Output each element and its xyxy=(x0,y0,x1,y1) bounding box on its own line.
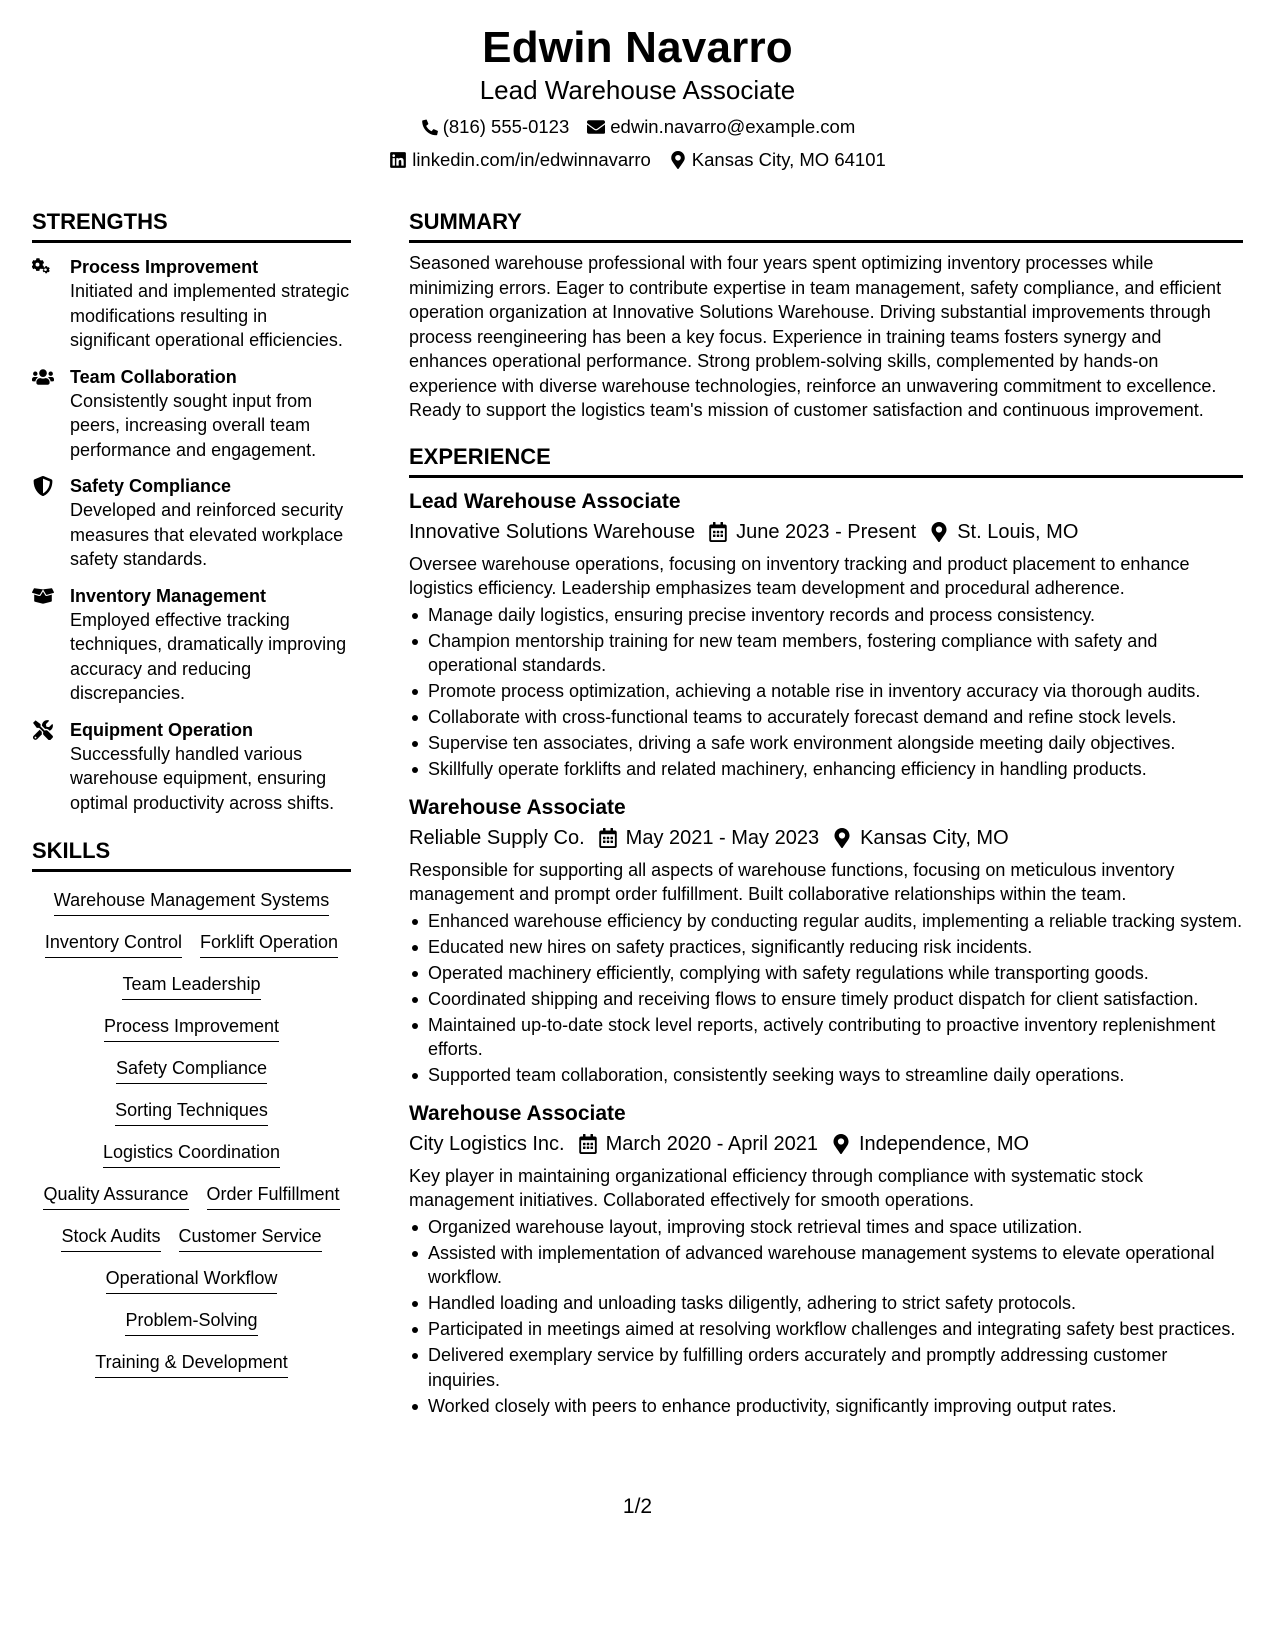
skill-tag: Process Improvement xyxy=(104,1014,279,1042)
job-company: City Logistics Inc. xyxy=(409,1132,565,1155)
experience-section xyxy=(409,443,1243,1419)
location-text: Kansas City, MO 64101 xyxy=(691,149,886,170)
job-meta xyxy=(409,518,1243,546)
job-bullet: Worked closely with peers to enhance productivity, significantly improving output rates. xyxy=(428,1394,1243,1419)
skills-heading: SKILLS xyxy=(32,837,351,872)
strengths-section xyxy=(32,208,351,815)
calendar-icon xyxy=(579,1134,597,1154)
skill-tag: Customer Service xyxy=(179,1224,322,1252)
skill-tag: Team Leadership xyxy=(122,972,260,1000)
skills-section xyxy=(32,837,351,1378)
strength-title: Team Collaboration xyxy=(70,366,237,387)
job-bullets xyxy=(409,909,1243,1088)
page-number: 1/2 xyxy=(622,1495,653,1518)
job-title: Lead Warehouse Associate xyxy=(409,489,681,513)
skills-list xyxy=(32,872,351,1378)
job-bullet: Assisted with implementation of advanced warehouse management systems to elevate operational workflow. xyxy=(428,1241,1243,1290)
strength-title: Process Improvement xyxy=(70,257,259,277)
skill-tag: Logistics Coordination xyxy=(103,1140,280,1168)
job-bullet: Operated machinery efficiently, complying with safety regulations while transporting goods. xyxy=(428,961,1243,986)
box-open-icon xyxy=(32,586,54,606)
candidate-name: Edwin Navarro xyxy=(482,23,793,72)
linkedin-contact[interactable] xyxy=(389,148,651,172)
map-pin-icon xyxy=(669,151,687,169)
job-bullet: Supervise ten associates, driving a safe work environment alongside meeting daily objectives. xyxy=(428,731,1243,756)
strength-desc: Successfully handled various warehouse equipment, ensuring optimal productivity across shifts. xyxy=(70,743,335,813)
linkedin-text: linkedin.com/in/edwinnavarro xyxy=(412,149,651,170)
strength-desc: Initiated and implemented strategic modifications resulting in significant operational efficiencies. xyxy=(70,281,350,350)
job-bullet: Educated new hires on safety practices, significantly reducing risk incidents. xyxy=(428,935,1243,960)
job-bullets xyxy=(409,1215,1243,1419)
job-entry xyxy=(409,794,1243,1088)
strength-desc: Developed and reinforced security measures that elevated workplace safety standards. xyxy=(70,500,344,569)
contact-row-2 xyxy=(0,148,1275,172)
right-column xyxy=(409,208,1243,1418)
job-title: Warehouse Associate xyxy=(409,1101,626,1125)
job-bullet: Manage daily logistics, ensuring precise inventory records and process consistency. xyxy=(428,603,1243,628)
job-bullet: Skillfully operate forklifts and related machinery, enhancing efficiency in handling products. xyxy=(428,757,1243,782)
summary-heading: SUMMARY xyxy=(409,208,1243,243)
resume-header xyxy=(0,22,1275,172)
strength-item xyxy=(32,255,351,353)
phone-contact xyxy=(420,115,570,139)
job-bullet: Delivered exemplary service by fulfilling orders accurately and promptly addressing customer inquiries. xyxy=(428,1343,1243,1392)
job-company: Reliable Supply Co. xyxy=(409,826,585,849)
skill-tag: Quality Assurance xyxy=(43,1182,188,1210)
strength-title: Equipment Operation xyxy=(70,719,254,740)
skill-tag: Safety Compliance xyxy=(116,1056,267,1084)
job-description: Key player in maintaining organizational efficiency through compliance with systematic stock management initiatives. Collaborated effectively for smooth operations. xyxy=(409,1165,1144,1210)
job-bullet: Champion mentorship training for new team members, fostering compliance with safety and operational standards. xyxy=(428,629,1243,678)
skill-tag: Training & Development xyxy=(95,1350,287,1378)
skill-tag: Operational Workflow xyxy=(106,1266,278,1294)
job-bullet: Maintained up-to-date stock level reports, actively contributing to proactive inventory replenishment efforts. xyxy=(428,1013,1243,1062)
calendar-icon xyxy=(709,522,727,542)
job-meta xyxy=(409,1130,1243,1158)
strength-title: Inventory Management xyxy=(70,585,267,606)
job-bullet: Collaborate with cross-functional teams to accurately forecast demand and refine stock levels. xyxy=(428,705,1243,730)
job-description: Responsible for supporting all aspects of warehouse functions, focusing on meticulous inventory management and prompt order fulfillment. Built collaborative relationships within the team. xyxy=(409,859,1175,904)
strength-item xyxy=(32,365,351,463)
job-bullet: Coordinated shipping and receiving flows to ensure timely product dispatch for client satisfaction. xyxy=(428,987,1243,1012)
job-bullet: Organized warehouse layout, improving stock retrieval times and space utilization. xyxy=(428,1215,1243,1240)
skill-tag: Stock Audits xyxy=(61,1224,160,1252)
summary-text: Seasoned warehouse professional with four years spent optimizing inventory processes while minimizing errors. Eager to contribute expertise in team management, safety compliance, and efficient operation organization at Innovative Solutions Warehouse. Driving substantial improvements through process reengineering has been a key focus. Experience in training teams fosters synergy and enhances operational performance. Strong problem-solving skills, complemented by hands-on experience with diverse warehouse technologies, reinforce an unwavering commitment to excellence. Ready to support the logistics team's mission of customer satisfaction and continuous improvement. xyxy=(409,253,1222,420)
candidate-title: Lead Warehouse Associate xyxy=(479,75,796,105)
strength-title: Safety Compliance xyxy=(70,476,232,496)
phone-icon xyxy=(420,118,438,136)
job-description: Oversee warehouse operations, focusing on inventory tracking and product placement to enhance logistics efficiency. Leadership emphasizes team development and procedural adherence. xyxy=(409,553,1190,598)
shield-icon xyxy=(32,476,54,496)
skill-tag: Sorting Techniques xyxy=(115,1098,268,1126)
job-bullet: Enhanced warehouse efficiency by conducting regular audits, implementing a reliable tracking system. xyxy=(428,909,1243,934)
job-bullet: Supported team collaboration, consistently seeking ways to streamline daily operations. xyxy=(428,1063,1243,1088)
tools-icon xyxy=(32,720,54,740)
strengths-heading: STRENGTHS xyxy=(32,208,351,243)
job-bullet: Participated in meetings aimed at resolving workflow challenges and integrating safety best practices. xyxy=(428,1317,1243,1342)
skill-tag: Forklift Operation xyxy=(200,930,338,958)
strength-desc: Employed effective tracking techniques, dramatically improving accuracy and reducing discrepancies. xyxy=(70,609,347,703)
experience-heading: EXPERIENCE xyxy=(409,443,1243,478)
job-entry xyxy=(409,1100,1243,1419)
strength-item xyxy=(32,584,351,706)
job-entry xyxy=(409,488,1243,782)
linkedin-icon xyxy=(389,151,407,169)
email-text: edwin.navarro@example.com xyxy=(610,116,856,137)
skill-tag: Problem-Solving xyxy=(125,1308,257,1336)
job-bullets xyxy=(409,603,1243,782)
map-pin-icon xyxy=(930,522,948,542)
email-contact[interactable] xyxy=(587,115,855,139)
users-icon xyxy=(32,367,54,387)
gears-icon xyxy=(32,257,54,277)
contact-row-1 xyxy=(0,115,1275,139)
strength-desc: Consistently sought input from peers, increasing overall team performance and engagement. xyxy=(70,390,317,460)
job-meta xyxy=(409,824,1243,852)
skill-tag: Warehouse Management Systems xyxy=(54,888,329,916)
skill-tag: Order Fulfillment xyxy=(207,1182,340,1210)
job-dates: March 2020 - April 2021 xyxy=(605,1132,818,1155)
map-pin-icon xyxy=(833,828,851,848)
strength-item xyxy=(32,718,351,816)
calendar-icon xyxy=(599,828,617,848)
job-bullet: Handled loading and unloading tasks diligently, adhering to strict safety protocols. xyxy=(428,1291,1243,1316)
job-location: Kansas City, MO xyxy=(860,826,1009,849)
job-bullet: Promote process optimization, achieving a notable rise in inventory accuracy via thorough audits. xyxy=(428,679,1243,704)
left-column xyxy=(32,208,351,1378)
skill-tag: Inventory Control xyxy=(45,930,182,958)
map-pin-icon xyxy=(832,1134,850,1154)
job-title: Warehouse Associate xyxy=(409,795,626,819)
phone-text: (816) 555-0123 xyxy=(442,116,570,137)
job-company: Innovative Solutions Warehouse xyxy=(409,520,696,543)
envelope-icon xyxy=(587,118,605,136)
job-location: Independence, MO xyxy=(858,1132,1030,1155)
location-contact xyxy=(669,148,886,172)
job-dates: June 2023 - Present xyxy=(736,520,917,543)
job-location: St. Louis, MO xyxy=(957,520,1079,543)
summary-section xyxy=(409,208,1243,423)
job-dates: May 2021 - May 2023 xyxy=(625,826,820,849)
strength-item xyxy=(32,474,351,572)
